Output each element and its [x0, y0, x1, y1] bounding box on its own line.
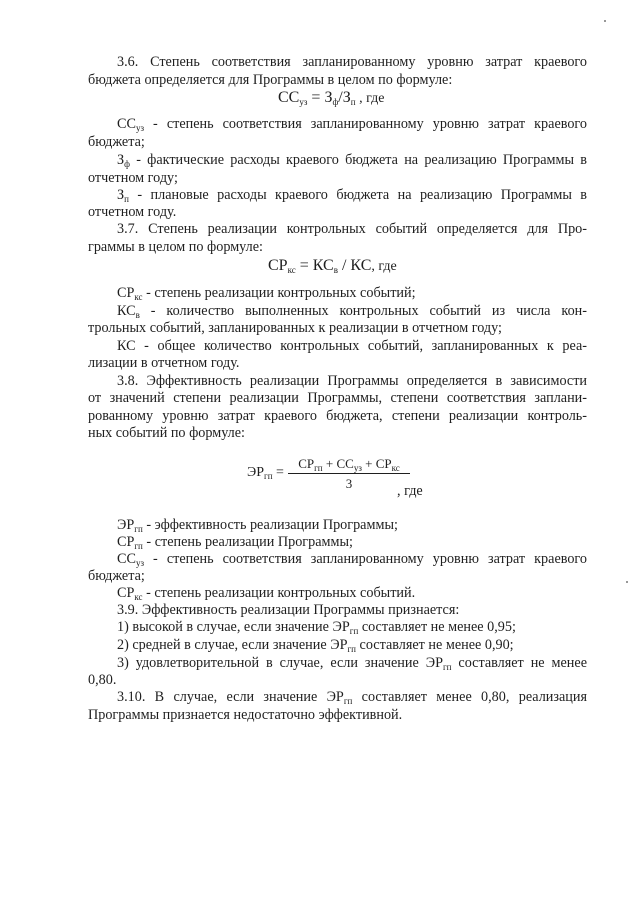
formula-er-gp-fraction: [288, 456, 410, 492]
definition-cc-uz-2: $СС_{уз}$ - степень соответствия запланированному уровню затрат краевого: [117, 551, 587, 568]
paragraph-3-8-line-2: от значений степени реализации Программы, степени соответствия заплани-: [88, 390, 587, 406]
formula-er-gp-lhs: $ЭР_{гп}$ =: [247, 465, 284, 481]
definition-sr-gp: $СР_{гп}$ - степень реализации Программы;: [117, 534, 353, 551]
fraction-denominator: 3: [345, 476, 353, 491]
definition-ks: КС - общее количество контрольных событий, запланированных к реа-: [117, 338, 587, 354]
definition-z-f-cont: отчетном году;: [88, 170, 178, 186]
paragraph-3-10-line-2: Программы признается недостаточно эффективной.: [88, 707, 403, 723]
paragraph-3-7-line-2: граммы в целом по формуле:: [88, 239, 263, 255]
paragraph-3-8-line-4: ных событий по формуле:: [88, 425, 246, 441]
definition-sr-ks: $СР_{кс}$ - степень реализации контрольных событий;: [117, 285, 416, 302]
paragraph-3-6-line-1: 3.6. Степень соответствия запланированному уровню затрат краевого: [117, 54, 587, 70]
definition-z-p: $З_п$ - плановые расходы краевого бюджета на реализацию Программы в: [117, 187, 587, 204]
definition-z-p-cont: отчетном году.: [88, 204, 177, 220]
formula-cc-uz: $СС_{уз} = З_ф/З_п$ , где: [278, 89, 385, 107]
formula-er-gp-tail: , где: [397, 483, 423, 499]
paragraph-3-7-line-1: 3.7. Степень реализации контрольных событий определяется для Про-: [117, 221, 587, 237]
definition-ks-cont: лизации в отчетном году.: [88, 355, 240, 371]
paragraph-3-9: 3.9. Эффективность реализации Программы признается:: [117, 602, 460, 618]
definition-sr-ks-2: $СР_{кс}$ - степень реализации контрольных событий.: [117, 585, 416, 602]
definition-cc-uz-2-cont: бюджета;: [88, 568, 145, 584]
criterion-medium: 2) средней в случае, если значение $ЭР_{гп}$ составляет не менее 0,90;: [117, 637, 514, 654]
criterion-high: 1) высокой в случае, если значение $ЭР_{гп}$ составляет не менее 0,95;: [117, 619, 516, 636]
definition-cc-uz: $СС_{уз}$ - степень соответствия запланированному уровню затрат краевого: [117, 116, 587, 133]
scan-speck: [626, 581, 628, 583]
definition-z-f: $З_ф$ - фактические расходы краевого бюджета на реализацию Программы в: [117, 152, 587, 169]
criterion-satisfactory: 3) удовлетворительной в случае, если значение $ЭР_{гп}$ составляет не менее: [117, 655, 587, 672]
definition-ks-v: $КС_в$ - количество выполненных контрольных событий из числа кон-: [117, 303, 587, 320]
paragraph-3-10-line-1: 3.10. В случае, если значение $ЭР_{гп}$ составляет менее 0,80, реализация: [117, 689, 587, 706]
definition-cc-uz-cont: бюджета;: [88, 134, 145, 150]
paragraph-3-8-line-3: рованному уровню затрат краевого бюджета, степени реализации контроль-: [88, 408, 587, 424]
paragraph-3-6-line-2: бюджета определяется для Программы в целом по формуле:: [88, 72, 453, 88]
formula-sr-ks: $СР_{кс} = КС_в$ / КС, где: [268, 257, 397, 275]
criterion-satisfactory-cont: 0,80.: [88, 672, 117, 688]
scan-speck: [604, 20, 606, 22]
definition-ks-v-cont: трольных событий, запланированных к реализации в отчетном году;: [88, 320, 502, 336]
fraction-numerator: $СР_{гп} + СС_{уз} + СР_{кс}$: [288, 456, 410, 474]
definition-er-gp: $ЭР_{гп}$ - эффективность реализации Программы;: [117, 517, 398, 534]
paragraph-3-8-line-1: 3.8. Эффективность реализации Программы определяется в зависимости: [117, 373, 587, 389]
